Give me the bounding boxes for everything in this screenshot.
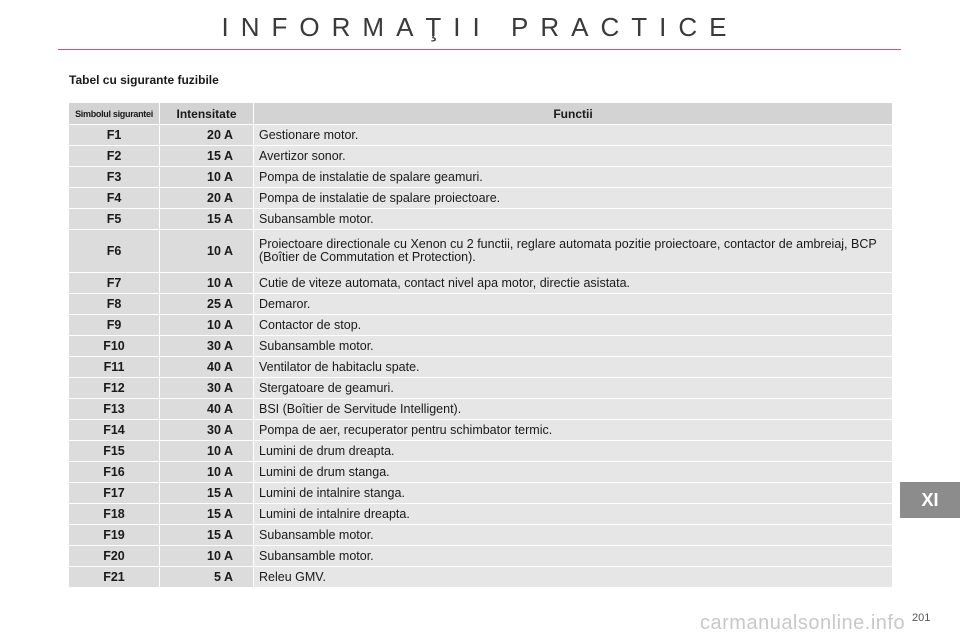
fuse-amperage: 15 A [160,483,254,504]
header-symbol: Simbolul sigurantei [69,103,160,125]
table-row [69,462,893,483]
fuse-amperage: 5 A [160,567,254,588]
table-row [69,188,893,209]
fuse-id: F2 [69,146,160,167]
fuse-id: F16 [69,462,160,483]
fuse-id: F18 [69,504,160,525]
table-row [69,525,893,546]
fuse-function: Lumini de intalnire stanga. [254,483,893,504]
page-title: INFORMAŢII PRACTICE [221,12,739,42]
fuse-amperage: 15 A [160,209,254,230]
table-header-row [69,103,893,125]
fuse-function: Stergatoare de geamuri. [254,378,893,399]
fuse-function: Proiectoare directionale cu Xenon cu 2 functii, reglare automata pozitie proiectoare, contactor de ambreiaj, BCP (Boîtier de Commutation et Protection). [254,230,893,273]
fuse-function: Pompa de instalatie de spalare proiectoare. [254,188,893,209]
fuse-id: F17 [69,483,160,504]
chapter-tab: XI [900,482,960,518]
fuse-function: Releu GMV. [254,567,893,588]
fuse-amperage: 25 A [160,294,254,315]
fuse-function: Lumini de drum dreapta. [254,441,893,462]
fuse-id: F12 [69,378,160,399]
table-row [69,420,893,441]
fuse-amperage: 30 A [160,420,254,441]
fuse-id: F1 [69,125,160,146]
fuse-id: F5 [69,209,160,230]
fuse-function: Contactor de stop. [254,315,893,336]
fuse-table-body [69,125,893,588]
fuse-id: F11 [69,357,160,378]
fuse-id: F9 [69,315,160,336]
table-row [69,336,893,357]
fuse-function: Subansamble motor. [254,525,893,546]
fuse-amperage: 15 A [160,525,254,546]
fuse-amperage: 10 A [160,167,254,188]
fuse-amperage: 10 A [160,230,254,273]
fuse-amperage: 40 A [160,357,254,378]
table-row [69,378,893,399]
fuse-amperage: 15 A [160,146,254,167]
fuse-amperage: 10 A [160,315,254,336]
fuse-amperage: 30 A [160,378,254,399]
fuse-function: Avertizor sonor. [254,146,893,167]
fuse-table [68,102,893,588]
fuse-amperage: 30 A [160,336,254,357]
fuse-amperage: 20 A [160,188,254,209]
title-divider [58,49,901,50]
table-row [69,146,893,167]
table-row [69,504,893,525]
fuse-function: Pompa de instalatie de spalare geamuri. [254,167,893,188]
table-row [69,546,893,567]
table-row [69,567,893,588]
fuse-function: Lumini de drum stanga. [254,462,893,483]
fuse-id: F7 [69,273,160,294]
table-row [69,167,893,188]
fuse-amperage: 10 A [160,462,254,483]
fuse-function: Pompa de aer, recuperator pentru schimbator termic. [254,420,893,441]
fuse-amperage: 40 A [160,399,254,420]
fuse-id: F4 [69,188,160,209]
watermark: carmanualsonline.info [700,612,906,634]
table-row [69,357,893,378]
fuse-function: Subansamble motor. [254,546,893,567]
table-row [69,273,893,294]
page-number: 201 [912,612,931,624]
header-amperage: Intensitate [160,103,254,125]
fuse-id: F20 [69,546,160,567]
fuse-function: Lumini de intalnire dreapta. [254,504,893,525]
fuse-function: Subansamble motor. [254,209,893,230]
fuse-id: F10 [69,336,160,357]
table-row [69,294,893,315]
table-row [69,230,893,273]
fuse-id: F8 [69,294,160,315]
table-row [69,483,893,504]
table-row [69,399,893,420]
header-functions: Functii [254,103,893,125]
fuse-function: Cutie de viteze automata, contact nivel apa motor, directie asistata. [254,273,893,294]
fuse-id: F21 [69,567,160,588]
fuse-function: BSI (Boîtier de Servitude Intelligent). [254,399,893,420]
fuse-id: F14 [69,420,160,441]
fuse-id: F3 [69,167,160,188]
fuse-function: Demaror. [254,294,893,315]
table-row [69,209,893,230]
fuse-id: F15 [69,441,160,462]
fuse-amperage: 20 A [160,125,254,146]
table-row [69,315,893,336]
fuse-amperage: 10 A [160,273,254,294]
table-row [69,125,893,146]
fuse-id: F19 [69,525,160,546]
fuse-amperage: 10 A [160,546,254,567]
fuse-function: Subansamble motor. [254,336,893,357]
table-row [69,441,893,462]
fuse-id: F13 [69,399,160,420]
fuse-amperage: 15 A [160,504,254,525]
fuse-id: F6 [69,230,160,273]
fuse-function: Ventilator de habitaclu spate. [254,357,893,378]
fuse-function: Gestionare motor. [254,125,893,146]
section-heading: Tabel cu sigurante fuzibile [69,73,219,87]
fuse-amperage: 10 A [160,441,254,462]
